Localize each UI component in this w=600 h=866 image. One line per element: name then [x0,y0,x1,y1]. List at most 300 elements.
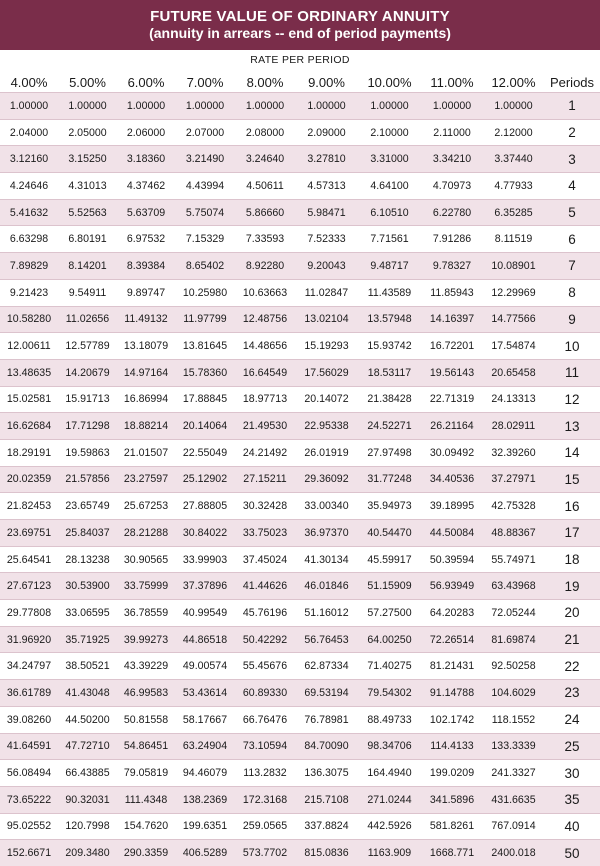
value-cell: 3.24640 [235,146,295,173]
value-cell: 22.71319 [421,386,483,413]
value-cell: 15.78360 [175,359,235,386]
value-cell: 11.49132 [117,306,175,333]
value-cell: 3.31000 [358,146,421,173]
value-cell: 16.86994 [117,386,175,413]
value-cell: 3.34210 [421,146,483,173]
value-cell: 5.98471 [295,199,358,226]
value-cell: 90.32031 [58,786,117,813]
value-cell: 15.91713 [58,386,117,413]
value-cell: 1163.909 [358,840,421,866]
value-cell: 11.97799 [175,306,235,333]
value-cell: 25.64541 [0,546,58,573]
value-cell: 18.29191 [0,439,58,466]
value-cell: 6.80191 [58,226,117,253]
value-cell: 53.43614 [175,680,235,707]
value-cell: 81.21431 [421,653,483,680]
value-cell: 24.21492 [235,439,295,466]
value-cell: 30.09492 [421,439,483,466]
value-cell: 3.27810 [295,146,358,173]
value-cell: 5.75074 [175,199,235,226]
value-cell: 55.45676 [235,653,295,680]
value-cell: 58.17667 [175,706,235,733]
period-cell: 24 [544,706,600,733]
value-cell: 13.81645 [175,333,235,360]
value-cell: 6.97532 [117,226,175,253]
value-cell: 17.71298 [58,413,117,440]
value-cell: 84.70090 [295,733,358,760]
value-cell: 1.00000 [483,93,544,120]
value-cell: 73.65222 [0,786,58,813]
value-cell: 50.42292 [235,626,295,653]
table-row [0,386,600,413]
value-cell: 13.57948 [358,306,421,333]
value-cell: 41.43048 [58,680,117,707]
period-cell: 20 [544,600,600,627]
value-cell: 259.0565 [235,813,295,840]
column-header-row [0,72,600,93]
table-body [0,93,600,866]
value-cell: 28.13238 [58,546,117,573]
value-cell: 111.4348 [117,786,175,813]
value-cell: 7.89829 [0,253,58,280]
value-cell: 25.12902 [175,466,235,493]
value-cell: 271.0244 [358,786,421,813]
table-row [0,466,600,493]
value-cell: 10.63663 [235,279,295,306]
table-row [0,199,600,226]
value-cell: 69.53194 [295,680,358,707]
value-cell: 10.25980 [175,279,235,306]
value-cell: 54.86451 [117,733,175,760]
value-cell: 2.08000 [235,119,295,146]
value-cell: 32.39260 [483,439,544,466]
value-cell: 4.37462 [117,173,175,200]
value-cell: 7.15329 [175,226,235,253]
table-row [0,626,600,653]
value-cell: 2.10000 [358,119,421,146]
value-cell: 39.99273 [117,626,175,653]
value-cell: 33.06595 [58,600,117,627]
value-cell: 50.81558 [117,706,175,733]
value-cell: 21.38428 [358,386,421,413]
value-cell: 47.72710 [58,733,117,760]
value-cell: 767.0914 [483,813,544,840]
value-cell: 4.43994 [175,173,235,200]
value-cell: 46.99583 [117,680,175,707]
value-cell: 2.05000 [58,119,117,146]
value-cell: 79.05819 [117,760,175,787]
period-cell: 17 [544,520,600,547]
table-row [0,733,600,760]
value-cell: 34.24797 [0,653,58,680]
table-row [0,146,600,173]
period-cell: 15 [544,466,600,493]
table-row [0,413,600,440]
period-cell: 35 [544,786,600,813]
value-cell: 81.69874 [483,626,544,653]
value-cell: 26.01919 [295,439,358,466]
value-cell: 18.97713 [235,386,295,413]
value-cell: 56.76453 [295,626,358,653]
value-cell: 2.11000 [421,119,483,146]
value-cell: 51.15909 [358,573,421,600]
value-cell: 36.61789 [0,680,58,707]
value-cell: 21.57856 [58,466,117,493]
value-cell: 39.18995 [421,493,483,520]
value-cell: 15.93742 [358,333,421,360]
value-cell: 23.65749 [58,493,117,520]
value-cell: 114.4133 [421,733,483,760]
table-row [0,653,600,680]
value-cell: 40.99549 [175,600,235,627]
value-cell: 3.21490 [175,146,235,173]
column-header-rate: 8.00% [246,74,284,90]
value-cell: 4.24646 [0,173,58,200]
value-cell: 431.6635 [483,786,544,813]
value-cell: 9.54911 [58,279,117,306]
value-cell: 64.20283 [421,600,483,627]
value-cell: 11.02847 [295,279,358,306]
value-cell: 56.08494 [0,760,58,787]
value-cell: 17.54874 [483,333,544,360]
table-row [0,573,600,600]
value-cell: 18.53117 [358,359,421,386]
value-cell: 6.22780 [421,199,483,226]
period-cell: 2 [544,119,600,146]
value-cell: 15.19293 [295,333,358,360]
value-cell: 1.00000 [358,93,421,120]
column-header-rate: 12.00% [491,74,536,90]
value-cell: 17.88845 [175,386,235,413]
period-cell: 50 [544,840,600,866]
value-cell: 1.00000 [235,93,295,120]
column-header-rate: 4.00% [10,74,48,90]
value-cell: 12.57789 [58,333,117,360]
value-cell: 118.1552 [483,706,544,733]
value-cell: 21.49530 [235,413,295,440]
value-cell: 30.90565 [117,546,175,573]
value-cell: 25.67253 [117,493,175,520]
value-cell: 33.75023 [235,520,295,547]
value-cell: 44.50084 [421,520,483,547]
column-header-rate: 7.00% [186,74,224,90]
value-cell: 79.54302 [358,680,421,707]
value-cell: 16.64549 [235,359,295,386]
value-cell: 2.06000 [117,119,175,146]
value-cell: 44.50200 [58,706,117,733]
value-cell: 18.88214 [117,413,175,440]
period-cell: 13 [544,413,600,440]
value-cell: 37.37896 [175,573,235,600]
value-cell: 14.77566 [483,306,544,333]
table-row [0,279,600,306]
value-cell: 62.87334 [295,653,358,680]
value-cell: 3.15250 [58,146,117,173]
table-row [0,680,600,707]
table-header-banner [0,0,600,50]
value-cell: 6.35285 [483,199,544,226]
value-cell: 92.50258 [483,653,544,680]
value-cell: 22.95338 [295,413,358,440]
value-cell: 133.3339 [483,733,544,760]
value-cell: 9.21423 [0,279,58,306]
value-cell: 290.3359 [117,840,175,866]
value-cell: 4.57313 [295,173,358,200]
period-cell: 23 [544,680,600,707]
value-cell: 63.43968 [483,573,544,600]
period-cell: 5 [544,199,600,226]
value-cell: 12.00611 [0,333,58,360]
value-cell: 1668.771 [421,840,483,866]
value-cell: 29.36092 [295,466,358,493]
value-cell: 36.97370 [295,520,358,547]
value-cell: 10.58280 [0,306,58,333]
value-cell: 7.91286 [421,226,483,253]
value-cell: 94.46079 [175,760,235,787]
table-row [0,173,600,200]
value-cell: 13.48635 [0,359,58,386]
value-cell: 113.2832 [235,760,295,787]
value-cell: 8.39384 [117,253,175,280]
value-cell: 35.71925 [58,626,117,653]
value-cell: 13.18079 [117,333,175,360]
table-row [0,760,600,787]
value-cell: 56.93949 [421,573,483,600]
value-cell: 11.02656 [58,306,117,333]
value-cell: 102.1742 [421,706,483,733]
value-cell: 37.27971 [483,466,544,493]
value-cell: 9.89747 [117,279,175,306]
value-cell: 23.27597 [117,466,175,493]
value-cell: 164.4940 [358,760,421,787]
value-cell: 41.44626 [235,573,295,600]
value-cell: 45.59917 [358,546,421,573]
value-cell: 1.00000 [0,93,58,120]
period-cell: 14 [544,439,600,466]
value-cell: 49.00574 [175,653,235,680]
value-cell: 20.14072 [295,386,358,413]
value-cell: 8.65402 [175,253,235,280]
table-subtitle: (annuity in arrears -- end of period payments) [149,25,451,41]
value-cell: 22.55049 [175,439,235,466]
annuity-table [0,72,600,866]
value-cell: 40.54470 [358,520,421,547]
value-cell: 29.77808 [0,600,58,627]
value-cell: 4.64100 [358,173,421,200]
value-cell: 19.59863 [58,439,117,466]
table-row [0,439,600,466]
value-cell: 28.02911 [483,413,544,440]
value-cell: 24.52271 [358,413,421,440]
value-cell: 41.30134 [295,546,358,573]
value-cell: 28.21288 [117,520,175,547]
column-header-rate: 6.00% [127,74,165,90]
period-cell: 21 [544,626,600,653]
value-cell: 6.63298 [0,226,58,253]
value-cell: 14.48656 [235,333,295,360]
value-cell: 27.67123 [0,573,58,600]
value-cell: 72.26514 [421,626,483,653]
value-cell: 57.27500 [358,600,421,627]
table-row [0,546,600,573]
period-cell: 25 [544,733,600,760]
value-cell: 7.52333 [295,226,358,253]
value-cell: 5.63709 [117,199,175,226]
value-cell: 5.86660 [235,199,295,226]
rate-per-period-label: RATE PER PERIOD [250,54,350,66]
period-cell: 16 [544,493,600,520]
value-cell: 42.75328 [483,493,544,520]
value-cell: 4.50611 [235,173,295,200]
value-cell: 30.53900 [58,573,117,600]
table-row [0,253,600,280]
value-cell: 33.99903 [175,546,235,573]
value-cell: 71.40275 [358,653,421,680]
value-cell: 34.40536 [421,466,483,493]
value-cell: 16.62684 [0,413,58,440]
column-header-rate: 11.00% [430,74,474,90]
table-row [0,93,600,120]
value-cell: 17.56029 [295,359,358,386]
value-cell: 64.00250 [358,626,421,653]
period-cell: 18 [544,546,600,573]
value-cell: 73.10594 [235,733,295,760]
value-cell: 12.29969 [483,279,544,306]
value-cell: 43.39229 [117,653,175,680]
value-cell: 8.92280 [235,253,295,280]
value-cell: 13.02104 [295,306,358,333]
table-row [0,226,600,253]
value-cell: 573.7702 [235,840,295,866]
value-cell: 27.15211 [235,466,295,493]
value-cell: 9.48717 [358,253,421,280]
value-cell: 20.14064 [175,413,235,440]
period-cell: 4 [544,173,600,200]
value-cell: 815.0836 [295,840,358,866]
value-cell: 138.2369 [175,786,235,813]
value-cell: 3.18360 [117,146,175,173]
period-cell: 9 [544,306,600,333]
value-cell: 20.02359 [0,466,58,493]
value-cell: 4.31013 [58,173,117,200]
value-cell: 2.09000 [295,119,358,146]
value-cell: 8.14201 [58,253,117,280]
period-cell: 40 [544,813,600,840]
value-cell: 7.71561 [358,226,421,253]
value-cell: 6.10510 [358,199,421,226]
column-header-rate: 9.00% [308,74,345,90]
table-row [0,840,600,866]
value-cell: 55.74971 [483,546,544,573]
value-cell: 14.16397 [421,306,483,333]
value-cell: 20.65458 [483,359,544,386]
value-cell: 44.86518 [175,626,235,653]
period-cell: 22 [544,653,600,680]
table-row [0,786,600,813]
value-cell: 1.00000 [175,93,235,120]
value-cell: 11.85943 [421,279,483,306]
table-row [0,119,600,146]
value-cell: 35.94973 [358,493,421,520]
period-cell: 11 [544,359,600,386]
value-cell: 66.43885 [58,760,117,787]
table-row [0,306,600,333]
value-cell: 23.69751 [0,520,58,547]
value-cell: 21.01507 [117,439,175,466]
value-cell: 2400.018 [483,840,544,866]
column-header-periods: Periods [549,74,595,90]
value-cell: 26.21164 [421,413,483,440]
value-cell: 37.45024 [235,546,295,573]
period-cell: 3 [544,146,600,173]
value-cell: 27.88805 [175,493,235,520]
value-cell: 38.50521 [58,653,117,680]
value-cell: 11.43589 [358,279,421,306]
value-cell: 9.78327 [421,253,483,280]
value-cell: 199.6351 [175,813,235,840]
value-cell: 3.37440 [483,146,544,173]
value-cell: 1.00000 [117,93,175,120]
value-cell: 76.78981 [295,706,358,733]
value-cell: 215.7108 [295,786,358,813]
value-cell: 31.96920 [0,626,58,653]
table-row [0,706,600,733]
value-cell: 33.00340 [295,493,358,520]
value-cell: 60.89330 [235,680,295,707]
value-cell: 136.3075 [295,760,358,787]
value-cell: 39.08260 [0,706,58,733]
period-cell: 7 [544,253,600,280]
table-row [0,520,600,547]
value-cell: 16.72201 [421,333,483,360]
value-cell: 72.05244 [483,600,544,627]
value-cell: 25.84037 [58,520,117,547]
value-cell: 120.7998 [58,813,117,840]
value-cell: 406.5289 [175,840,235,866]
value-cell: 5.41632 [0,199,58,226]
value-cell: 31.77248 [358,466,421,493]
value-cell: 30.84022 [175,520,235,547]
value-cell: 8.11519 [483,226,544,253]
value-cell: 14.97164 [117,359,175,386]
value-cell: 104.6029 [483,680,544,707]
value-cell: 91.14788 [421,680,483,707]
value-cell: 95.02552 [0,813,58,840]
value-cell: 41.64591 [0,733,58,760]
value-cell: 2.12000 [483,119,544,146]
value-cell: 209.3480 [58,840,117,866]
table-row [0,333,600,360]
value-cell: 4.70973 [421,173,483,200]
column-header-rate: 10.00% [367,74,412,90]
period-cell: 6 [544,226,600,253]
value-cell: 3.12160 [0,146,58,173]
period-cell: 12 [544,386,600,413]
value-cell: 66.76476 [235,706,295,733]
value-cell: 152.6671 [0,840,58,866]
value-cell: 51.16012 [295,600,358,627]
value-cell: 5.52563 [58,199,117,226]
value-cell: 2.07000 [175,119,235,146]
value-cell: 88.49733 [358,706,421,733]
value-cell: 154.7620 [117,813,175,840]
value-cell: 7.33593 [235,226,295,253]
value-cell: 199.0209 [421,760,483,787]
value-cell: 172.3168 [235,786,295,813]
value-cell: 4.77933 [483,173,544,200]
value-cell: 21.82453 [0,493,58,520]
value-cell: 1.00000 [295,93,358,120]
